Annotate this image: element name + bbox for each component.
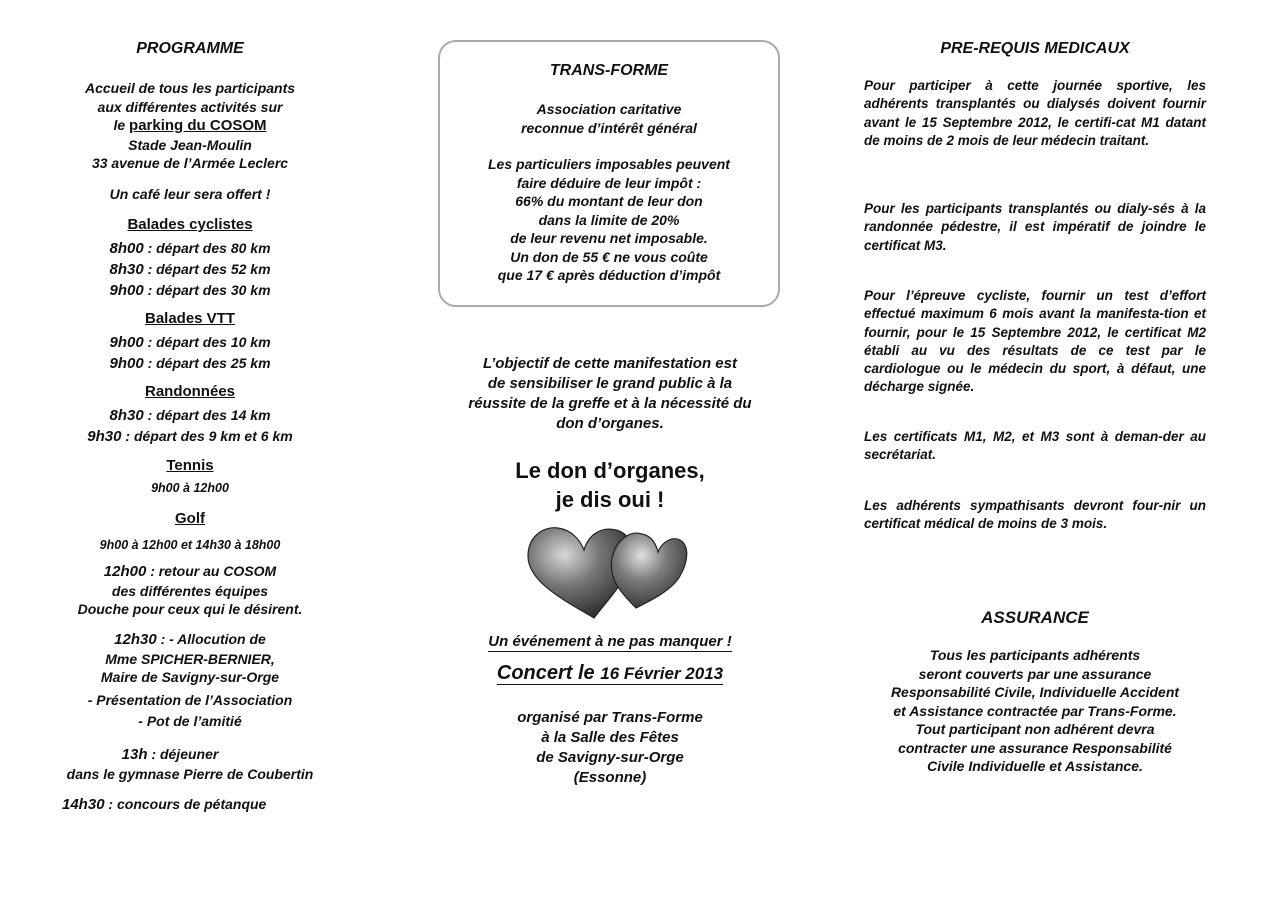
item-text: : départ des 25 km <box>143 355 271 371</box>
organise-line: (Essonne) <box>573 769 647 786</box>
objectif-line: L’objectif de cette manifestation est <box>483 355 737 372</box>
trans-forme-title: TRANS-FORME <box>549 62 669 79</box>
petanque-time: 14h30 <box>62 796 105 813</box>
tennis-time: 9h00 à 12h00 <box>151 481 229 495</box>
prerequis-paragraph: Pour participer à cette journée sportive, les adhérents transplantés ou dialysés doivent fournir avant le 15 Septembre 2012, le certifi-cat M1 datant de moins de 2 mois de leur médecin traitant. <box>864 78 1206 148</box>
concert-prefix: Concert le <box>496 662 601 684</box>
balades-vtt-list <box>40 332 340 374</box>
don-line: Un don de 55 € ne vous coûte <box>510 248 708 265</box>
concert-underline <box>496 662 724 685</box>
list-item <box>40 280 340 301</box>
assurance-block <box>864 646 1206 776</box>
item-text: : départ des 9 km et 6 km <box>121 428 293 444</box>
item-time: 8h30 <box>109 261 144 278</box>
balades-cyclistes-list <box>40 238 340 301</box>
assurance-line: Tous les participants adhérents <box>929 647 1141 663</box>
item-time: 9h00 <box>109 282 144 299</box>
don-line: 66% du montant de leur don <box>515 193 703 209</box>
item-text: : départ des 14 km <box>143 407 271 423</box>
balades-cyclistes-title: Balades cyclistes <box>127 216 253 233</box>
item-text: : départ des 80 km <box>143 240 271 256</box>
golf-time: 9h00 à 12h00 et 14h30 à 18h00 <box>99 538 281 552</box>
don-line: dans la limite de 20% <box>538 211 680 228</box>
list-item <box>40 426 340 447</box>
dejeuner-line: dans le gymnase Pierre de Coubertin <box>66 765 314 782</box>
objectif-line: don d’organes. <box>556 415 664 432</box>
objectif-line: réussite de la greffe et à la nécessité du <box>468 395 752 412</box>
randonnees-list <box>40 405 340 447</box>
don-line: Les particuliers imposables peuvent <box>488 156 730 172</box>
parking-name: parking du COSOM <box>129 117 267 134</box>
assurance-title: ASSURANCE <box>981 608 1089 627</box>
assurance-line: Tout participant non adhérent devra <box>915 721 1155 737</box>
allocution-line: Mme SPICHER-BERNIER, <box>105 650 275 667</box>
item-time: 8h00 <box>109 240 144 257</box>
item-time: 9h00 <box>109 334 144 351</box>
don-info <box>440 155 778 285</box>
assurance-line: et Assistance contractée par Trans-Forme. <box>893 702 1177 719</box>
allocution-text: : - Allocution de <box>156 631 266 647</box>
slogan <box>420 456 800 514</box>
balades-vtt-title: Balades VTT <box>144 310 236 327</box>
don-line: faire déduire de leur impôt : <box>516 174 702 191</box>
organise-line: organisé par Trans-Forme <box>517 709 703 726</box>
pot-line: - Pot de l’amitié <box>138 713 242 729</box>
golf-title: Golf <box>175 510 205 527</box>
dejeuner-block <box>40 745 340 783</box>
objectif-block <box>420 354 800 434</box>
prerequis-paragraph: Les adhérents sympathisants devront four-nir un certificat médical de moins de 3 mois. <box>864 498 1206 532</box>
item-time: 9h30 <box>87 428 122 445</box>
prerequis-paragraph: Pour l’épreuve cycliste, fournir un test d’effort effectué maximum 6 mois avant la manifesta-tion et fournir, pour le 15 Septembre 2012, le certificat M2 établi au vu des résultats de ce test par le cardiologue ou le médecin du sport, à défaut, une décharge signée. <box>864 288 1206 395</box>
address-line: 33 avenue de l’Armée Leclerc <box>91 155 289 171</box>
association-info <box>440 100 778 137</box>
item-text: : départ des 52 km <box>143 261 271 277</box>
presentation-line: - Présentation de l’Association <box>87 692 293 708</box>
assurance-line: contracter une assurance Responsabilité <box>898 739 1172 756</box>
accueil-line: aux différentes activités sur <box>97 98 283 115</box>
prerequis-paragraph: Pour les participants transplantés ou dialy-sés à la randonnée pédestre, il est impératif de joindre le certificat M3. <box>864 201 1206 253</box>
list-item <box>40 332 340 353</box>
don-line: que 17 € après déduction d’impôt <box>497 267 721 283</box>
organise-line: de Savigny-sur-Orge <box>536 749 684 766</box>
two-hearts-icon <box>524 522 690 622</box>
assurance-line: seront couverts par une assurance <box>918 665 1152 682</box>
slogan-line: Le don d’organes, <box>515 458 705 483</box>
association-line: Association caritative <box>536 101 682 117</box>
list-item <box>40 353 340 374</box>
dejeuner-text: : déjeuner <box>147 746 219 762</box>
dejeuner-line <box>40 745 340 765</box>
programme-title: PROGRAMME <box>136 40 244 57</box>
accueil-block <box>40 79 340 173</box>
retour-block <box>40 562 340 619</box>
accueil-line: Accueil de tous les participants <box>84 80 296 96</box>
item-text: : départ des 10 km <box>143 334 271 350</box>
dejeuner-time: 13h <box>121 746 148 763</box>
parking-prefix: le <box>113 117 130 133</box>
allocution-line <box>40 630 340 650</box>
petanque-text: : concours de pétanque <box>104 796 267 812</box>
cafe-note: Un café leur sera offert ! <box>109 186 271 202</box>
randonnees-title: Randonnées <box>144 383 235 400</box>
objectif-line: de sensibiliser le grand public à la <box>487 375 733 392</box>
concert-line <box>420 662 800 685</box>
tennis-title: Tennis <box>166 457 214 474</box>
evenement-text: Un événement à ne pas manquer ! <box>488 633 732 650</box>
don-line: de leur revenu net imposable. <box>510 230 708 246</box>
organise-line: à la Salle des Fêtes <box>541 729 679 746</box>
parking-line <box>40 116 340 136</box>
assurance-line: Civile Individuelle et Assistance. <box>927 758 1143 774</box>
item-text: : départ des 30 km <box>143 282 271 298</box>
assurance-line: Responsabilité Civile, Individuelle Accident <box>890 684 1180 700</box>
list-item <box>40 238 340 259</box>
address-line: Stade Jean-Moulin <box>128 136 252 153</box>
evenement-line <box>420 633 800 650</box>
slogan-line: je dis oui ! <box>555 487 665 512</box>
trans-forme-box <box>438 40 780 307</box>
allocution-block <box>40 630 340 687</box>
retour-line <box>40 562 340 582</box>
allocution-line: Maire de Savigny-sur-Orge <box>100 669 280 685</box>
item-time: 9h00 <box>109 355 144 372</box>
retour-line: Douche pour ceux qui le désirent. <box>77 601 303 617</box>
petanque-line <box>62 796 340 813</box>
item-time: 8h30 <box>109 407 144 424</box>
prerequis-paragraph: Les certificats M1, M2, et M3 sont à deman-der au secrétariat. <box>864 429 1206 463</box>
list-item <box>40 259 340 280</box>
concert-date: 16 Février 2013 <box>600 664 724 683</box>
allocution-time: 12h30 <box>114 631 157 648</box>
organise-block <box>420 708 800 788</box>
association-line: reconnue d’intérêt général <box>521 119 697 136</box>
prerequis-title: PRE-REQUIS MEDICAUX <box>940 40 1130 57</box>
retour-text: : retour au COSOM <box>146 563 277 579</box>
retour-time: 12h00 <box>103 563 147 580</box>
list-item <box>40 405 340 426</box>
retour-line: des différentes équipes <box>111 582 269 599</box>
